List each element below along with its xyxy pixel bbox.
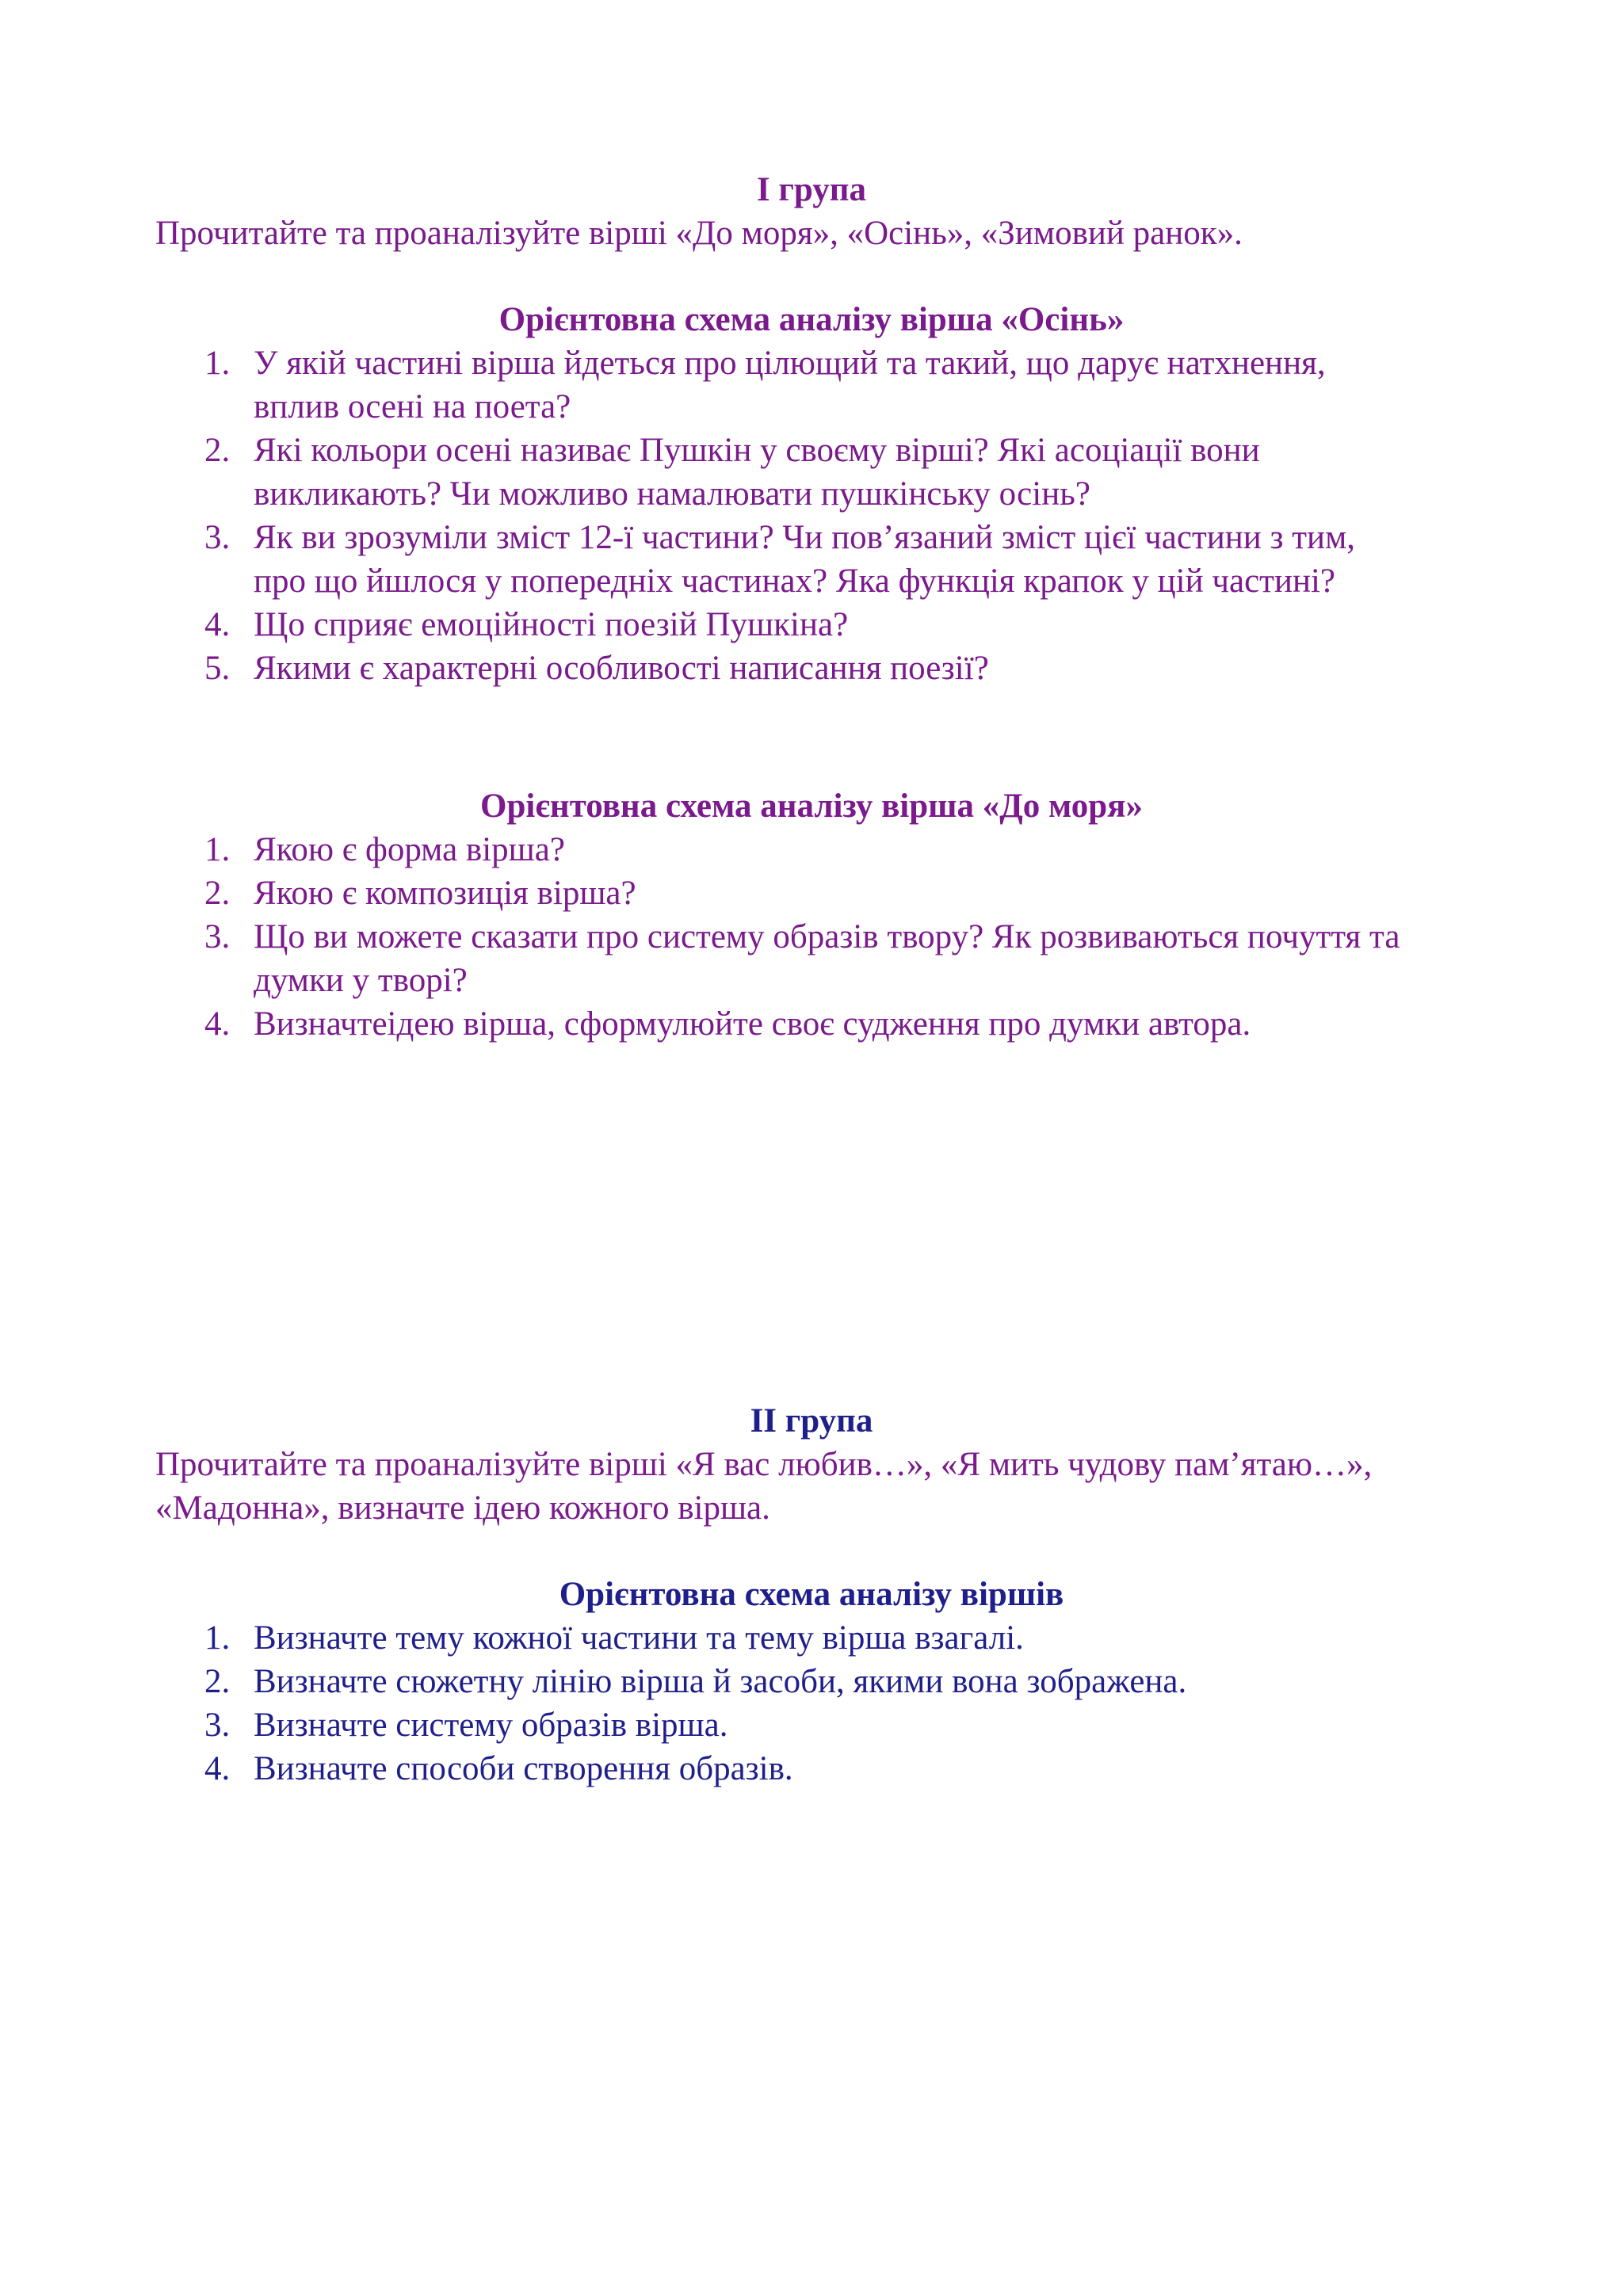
list-item bbox=[155, 1747, 1566, 1791]
list-item bbox=[155, 1002, 1566, 1046]
scheme-group2-list bbox=[155, 1616, 1566, 1791]
list-item-number: 3. bbox=[204, 519, 231, 556]
list-item-number: 3. bbox=[204, 918, 231, 955]
list-item-line: Визначтеідею вірша, сформулюйте своє судження про думки автора. bbox=[254, 1005, 1251, 1043]
list-item bbox=[155, 1616, 1566, 1660]
scheme-more-list bbox=[155, 828, 1566, 1046]
list-item-line: Що сприяє емоційності поезій Пушкіна? bbox=[254, 606, 849, 643]
list-item bbox=[155, 603, 1566, 646]
list-item bbox=[155, 429, 1566, 516]
list-item-number: 4. bbox=[204, 606, 231, 643]
scheme-more-title: Орієнтовна схема аналізу вірша «До моря» bbox=[480, 788, 1143, 825]
list-item-number: 3. bbox=[204, 1707, 231, 1744]
scheme-group2-title: Орієнтовна схема аналізу віршів bbox=[559, 1576, 1064, 1613]
list-item-number: 2. bbox=[204, 1663, 231, 1700]
list-item-number: 1. bbox=[204, 831, 231, 868]
group2-intro-line: Прочитайте та проаналізуйте вірші «Я вас любив…», «Я мить чудову пам’ятаю…», bbox=[155, 1446, 1373, 1483]
list-item-line: Як ви зрозуміли зміст 12-ї частини? Чи пов’язаний зміст цієї частини з тим, bbox=[254, 519, 1356, 556]
list-item bbox=[155, 828, 1566, 871]
group2-title: ІІ група bbox=[750, 1402, 873, 1440]
list-item-line: Що ви можете сказати про систему образів твору? Як розвиваються почуття та bbox=[254, 918, 1400, 955]
group1-title: І група bbox=[756, 171, 867, 208]
list-item bbox=[155, 915, 1566, 1002]
list-item-number: 1. bbox=[204, 1619, 231, 1657]
list-item-line: Визначте сюжетну лінію вірша й засоби, якими вона зображена. bbox=[254, 1663, 1187, 1700]
list-item bbox=[155, 1660, 1566, 1703]
list-item-line: Визначте тему кожної частини та тему вірша взагалі. bbox=[254, 1619, 1024, 1657]
list-item bbox=[155, 516, 1566, 603]
list-item bbox=[155, 646, 1566, 690]
list-item-line: Якою є композиція вірша? bbox=[254, 875, 636, 912]
list-item-number: 1. bbox=[204, 345, 231, 382]
list-item-line: Якими є характерні особливості написання поезії? bbox=[254, 650, 989, 687]
group1-intro: Прочитайте та проаналізуйте вірші «До моря», «Осінь», «Зимовий ранок». bbox=[155, 215, 1243, 252]
list-item-number: 5. bbox=[204, 650, 231, 687]
list-item-line: Які кольори осені називає Пушкін у своєму вірші? Які асоціації вони bbox=[254, 432, 1260, 469]
list-item-number: 2. bbox=[204, 432, 231, 469]
list-item bbox=[155, 871, 1566, 915]
group2-intro-line: «Мадонна», визначте ідею кожного вірша. bbox=[155, 1489, 770, 1527]
list-item-line: викликають? Чи можливо намалювати пушкінську осінь? bbox=[254, 475, 1090, 513]
list-item-number: 2. bbox=[204, 875, 231, 912]
list-item-line: У якій частині вірша йдеться про цілющий та такий, що дарує натхнення, bbox=[254, 345, 1326, 382]
list-item-line: Якою є форма вірша? bbox=[254, 831, 565, 868]
list-item bbox=[155, 1703, 1566, 1747]
list-item-line: думки у творі? bbox=[254, 962, 468, 999]
scheme-osin-list bbox=[155, 341, 1566, 690]
list-item-line: вплив осені на поета? bbox=[254, 388, 571, 425]
list-item bbox=[155, 341, 1566, 429]
group2-intro bbox=[155, 1443, 1550, 1530]
list-item-line: Визначте способи створення образів. bbox=[254, 1750, 793, 1787]
list-item-number: 4. bbox=[204, 1005, 231, 1043]
scheme-osin-title: Орієнтовна схема аналізу вірша «Осінь» bbox=[498, 301, 1125, 338]
list-item-line: Визначте систему образів вірша. bbox=[254, 1707, 728, 1744]
list-item-number: 4. bbox=[204, 1750, 231, 1787]
list-item-line: про що йшлося у попередніх частинах? Яка функція крапок у цій частині? bbox=[254, 563, 1335, 600]
